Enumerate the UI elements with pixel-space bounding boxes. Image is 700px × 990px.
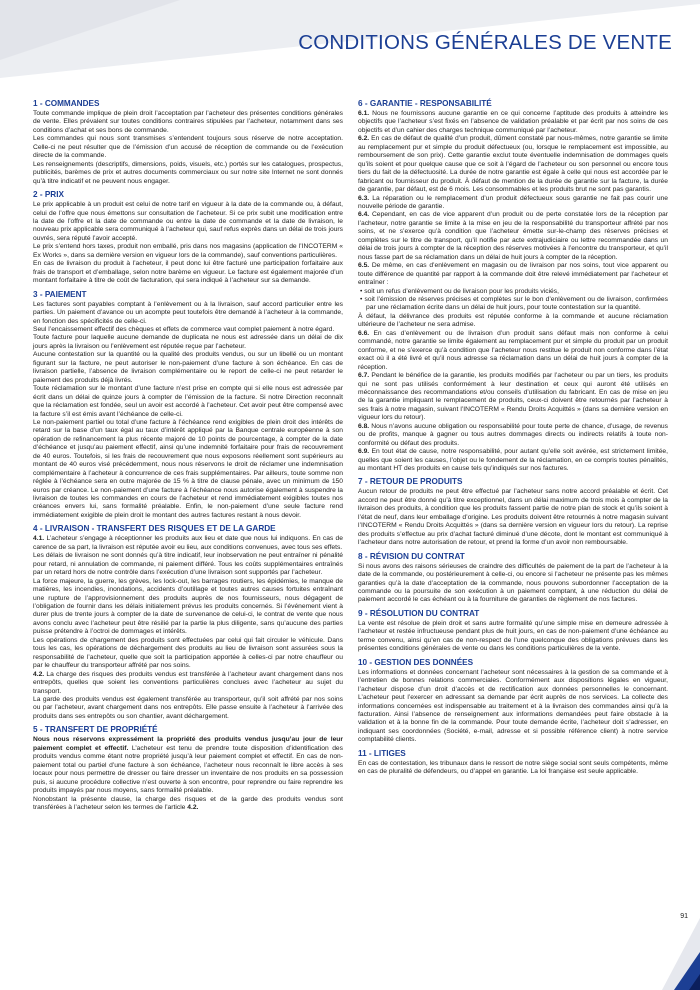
clause-number: 6.8. xyxy=(358,422,370,430)
bullet-item: • soit un refus d’enlèvement ou de livraison pour les produits viciés, xyxy=(360,287,559,295)
bullet-item: • soit l’émission de réserves précises et complètes sur le bon d’enlèvement ou de livraison, confirmées par une réclamation écrite dans un délai de huit jours, pour toute contestation sur la quantité. xyxy=(360,295,668,312)
paragraph: Le non-paiement partiel ou total d’une facture à l’échéance rend exigibles de plein droit des intérêts de retard sur la base d’un taux égal au taux d’intérêt appliqué par la Banque centrale européenne à son opération de refinancement la plus récente majoré de 10 points de pourcentage, à compter de la date d’échéance et jusqu’au paiement effectif, ainsi qu’une indemnité forfaitaire pour frais de recouvrement de 40 euros. Toutefois, si les frais de recouvrement que nous exposons réellement sont supérieurs au montant de 40 euros visé précédemment, nous nous réservons le droit de réclamer une indemnisation complémentaire à l’acheteur à concurrence de ces frais supplémentaires. Par ailleurs, toute somme non réglée à l’échéance sera en outre majorée de 15 % à titre de clause pénale, avec un minimum de 150 euros par créance. Le non-paiement d’une facture à l’échéance nous autorise également à suspendre la livraison de toutes les commandes en cours de l’acheteur et rend immédiatement exigibles toutes nos créances envers lui, sans formalité préalable. Enfin, le non-paiement d’une seule facture rend immédiatement exigible de plein droit le montant des autres factures restant à nous devoir. xyxy=(33,418,343,519)
paragraph: Aucune contestation sur la quantité ou la qualité des produits vendus, ou sur un libellé ou un montant figurant sur la facture, ne peut autoriser le non-paiement d’une facture à son échéance. En cas de livraison partielle, l’absence de livraison complémentaire ou le report de celle-ci ne peut retarder le paiement des produits déjà livrés. xyxy=(33,351,343,384)
section-heading-transfert-propriete: 5 - TRANSFERT DE PROPRIÉTÉ xyxy=(33,725,158,735)
left-column xyxy=(33,95,343,812)
paragraph xyxy=(33,535,343,552)
section-heading-livraison: 4 - LIVRAISON - TRANSFERT DES RISQUES ET DE LA GARDE xyxy=(33,524,276,534)
clause-number: 6.4. xyxy=(358,211,370,219)
paragraph: Les informations et données concernant l’acheteur sont nécessaires à la gestion de sa commande et à l’entretien de bonnes relations commerciales. Conformément aux dispositions légales en vigueur, l’acheteur dispose d’un droit d’accès et de rectification aux données personnelles le concernant. L’acheteur peut l’exercer en adressant sa demande par écrit auprès de nos services. La collecte des informations concernées est indispensable au traitement et à la livraison des commandes ainsi qu’à la facturation. Ainsi l’absence de renseignement aux informations demandées peut faire obstacle à la validation et à la bonne fin de la commande. Pour toute demande écrite, l’acheteur doit s’adresser, en indiquant ses coordonnées (Société, e-mail, adresse et si possible référence client) à notre service comptabilité clients. xyxy=(358,668,668,744)
paragraph: Le prix s’entend hors taxes, produit non emballé, pris dans nos magasins (application de l’INCOTERM « Ex Works », dans sa dernière version en vigueur lors de la commande), sauf conventions particulières. xyxy=(33,243,343,259)
clause-text: Nonobstant la présente clause, la charge des risques et de la garde des produits vendus sont transférées à l’acheteur selon les termes de l’article xyxy=(33,795,343,811)
clause-text: Pendant le bénéfice de la garantie, les produits modifiés par l’acheteur ou par un tiers, les produits qui ne sont pas utilisés conformément à leur destination et ceux qui auront été utilisés en méconnaissance des recommandations et/ou conseils d’utilisation du fabricant. En cas de mise en jeu de la garantie impliquant le remplacement de produits, ceux-ci doivent être retournés par l’acheteur à ses frais à notre magasin, suivant l’INCOTERM « Rendu Droits Acquittés » (dans sa dernière version en vigueur lors du retour). xyxy=(358,372,668,422)
paragraph: Le prix applicable à un produit est celui de notre tarif en vigueur à la date de la commande ou, à défaut, celui de l’offre que nous émettons sur consultation de l’acheteur. Si ce prix subit une modification entre la date de l’offre et la date de commande ou entre la date de commande et la date de livraison, le nouveau prix applicable sera communiqué à l’acheteur qui, sauf refus exprès dans un délai de trois jours ouvrés, sera réputé l’avoir accepté. xyxy=(33,201,343,242)
paragraph: Si nous avons des raisons sérieuses de craindre des difficultés de paiement de la part de l’acheteur à la date de la commande, ou postérieurement à celle-ci, ou encore si l’acheteur ne présente pas les mêmes garanties qu’à la date d’acceptation de la commande, nous pouvons subordonner l’acceptation de la commande ou la poursuite de son exécution à un paiement comptant, à une réduction du délai de paiement accordé le cas échéant ou à la fourniture de garanties de règlement de nos factures. xyxy=(358,562,668,604)
paragraph xyxy=(358,211,668,262)
page-number: 91 xyxy=(680,913,688,920)
paragraph: Toute réclamation sur le montant d’une facture n’est prise en compte qui si elle nous est adressée par écrit dans un délai de quinze jours à compter de l’émission de la facture. Si notre Direction reconnaît que la réclamation est fondée, seul un avoir est accordé à l’acheteur. Cet avoir peut être compensé avec la facture s’il est émis avant l’échéance de celle-ci. xyxy=(33,385,343,418)
paragraph: Les factures sont payables comptant à l’enlèvement ou à la livraison, sauf accord particulier entre les parties. Un paiement d’avance ou un acompte peut toutefois être demandé à l’acheteur à la commande, en fonction des spécificités de celle-ci. xyxy=(33,300,343,325)
page-title: CONDITIONS GÉNÉRALES DE VENTE xyxy=(298,31,672,54)
clause-text: Nous n’avons aucune obligation ou responsabilité pour toute perte de chance, d’usage, de revenus ou de profits, manque à gagner ou tous autres dommages directs ou indirects relatifs à toute non-conformité ou défaut des produits. xyxy=(358,422,668,447)
clause-text: Cependant, en cas de vice apparent d’un produit ou de perte constatée lors de la réception par l’acheteur, notre garantie se limite à la mise en jeu de la responsabilité du transporteur affrété par nos soins, et ne s’exerce qu’à condition que l’acheteur émette sur-le-champ des réserves précises et complètes sur le titre de transport, qu’il notifie par acte extrajudiciaire ou lettre recommandée dans un délai de trois jours à compter de la réception des réserves motivées à l’encontre du transporteur, et qu’il nous fasse part de sa réclamation dans un délai de huit jours à compter de la réception. xyxy=(358,211,668,261)
paragraph xyxy=(33,796,343,813)
paragraph: La force majeure, la guerre, les grèves, les lock-out, les barrages routiers, les épidémies, le manque de matières, les incendies, inondations, accidents d’outillage et toutes autres causes fortuites entraînant une rupture de l’approvisionnement des produits auprès de nos fournisseurs, nous dégagent de l’obligation de fournir dans les délais initialement prévus les produits concernés. Si l’événement vient à durer plus de trente jours à compter de la date de survenance de celui-ci, le contrat de vente que nous avons conclu avec l’acheteur peut être résilié par la partie la plus diligente, sans qu’aucune des parties puisse prétendre à l’octroi de dommages et intérêts. xyxy=(33,577,343,636)
paragraph xyxy=(358,330,668,372)
paragraph: Toute facture pour laquelle aucune demande de duplicata ne nous est adressée dans un délai de dix jours après la livraison ou l’enlèvement est réputée reçue par l’acheteur. xyxy=(33,334,343,350)
clause-text: En tout état de cause, notre responsabilité, pour autant qu’elle soit avérée, est strictement limitée, quelles que soient les causes, l’objet ou le fondement de la réclamation, en ce compris toutes pénalités, au montant HT des produits en cause tels qu’indiqués sur nos factures. xyxy=(358,448,668,473)
paragraph: À défaut, la délivrance des produits est réputée conforme à la commande et aucune réclamation ultérieure de l’acheteur ne sera admise. xyxy=(358,312,668,329)
paragraph xyxy=(358,372,668,423)
clause-number: 6.2. xyxy=(358,135,370,143)
clause-number: 6.3. xyxy=(358,194,370,202)
clause-text: La charge des risques des produits vendus est transférée à l’acheteur avant chargement dans nos entrepôts, quelles que soient les conventions particulières conclues avec l’acheteur au sujet du transport. xyxy=(33,670,343,695)
paragraph: La vente est résolue de plein droit et sans autre formalité qu’une simple mise en demeure adressée à l’acheteur et restée infructueuse pendant plus de huit jours, en cas de non-paiement d’une échéance au terme convenu, ainsi qu’en cas de non-respect de l’une quelconque des obligations prévues dans les présentes conditions générales de vente ou dans les conditions particulières de la vente. xyxy=(358,619,668,653)
paragraph xyxy=(358,423,668,448)
section-heading-litiges: 11 - LITIGES xyxy=(358,748,406,758)
section-heading-paiement: 3 - PAIEMENT xyxy=(33,289,87,299)
paragraph xyxy=(358,195,668,212)
paragraph: Toute commande implique de plein droit l’acceptation par l’acheteur des présentes conditions générales de vente. Elles prévalent sur toutes conditions contraires stipulées par l’acheteur, notamment dans ses conditions d’achat et ses bons de commande. xyxy=(33,110,343,134)
paragraph: Les opérations de chargement des produits sont effectuées par celui qui fait circuler le véhicule. Dans tous les cas, les opérations de déchargement des produits au lieu de livraison sont assurées sous la responsabilité de l’acheteur, quelle que soit la participation apportée à celles-ci par notre chauffeur ou par le chauffeur du transporteur affrété par nos soins. xyxy=(33,636,343,670)
paragraph xyxy=(358,262,668,287)
paragraph: La garde des produits vendus est également transférée au transporteur, qu’il soit affrété par nos soins ou par l’acheteur, avant chargement dans nos entrepôts. Elle passe ensuite à l’acheteur à l’arrivée des produits dans ses entrepôts ou son chantier, avant déchargement. xyxy=(33,696,343,720)
section-heading-commandes: 1 - COMMANDES xyxy=(33,99,100,108)
paragraph: Les commandes qui nous sont transmises s’entendent toujours sous réserve de notre acceptation. Celle-ci ne peut résulter que de l’émission d’un accusé de réception de commande ou de l’exécution directe de la commande. xyxy=(33,135,343,160)
section-heading-gestion-donnees: 10 - GESTION DES DONNÉES xyxy=(358,657,474,667)
clause-text: L’acheteur est tenu de prendre toute disposition d’identification des produits vendus comme étant notre propriété jusqu’à leur paiement complet et effectif. En cas de non-paiement total ou partiel d’une facture à son échéance, l’acheteur nous reconnaît le libre accès à ses locaux pour nous permettre de dresser ou faire dresser un inventaire de nos produits en sa possession puis, si aucune procédure collective n’est ouverte à son encontre, pour reprendre ou faire reprendre les produits impayés par nous moyens, sans formalité préalable. xyxy=(33,744,343,795)
paragraph xyxy=(33,671,343,696)
paragraph xyxy=(358,448,668,473)
clause-number: 6.5. xyxy=(358,262,370,270)
clause-text: De même, en cas d’enlèvement en magasin ou de livraison par nos soins, tout vice apparent ou toute différence de quantité par rapport à la commande doit être relevé immédiatement par l’acheteur et entraîner : xyxy=(358,262,668,287)
paragraph xyxy=(358,110,668,135)
clause-text: L’acheteur s’engage à réceptionner les produits aux lieu et date que nous lui indiquons. En cas de carence de sa part, la livraison est réputée avoir eu lieu, aux conditions convenues, avec tous ses effets. xyxy=(33,535,343,551)
corner-decoration xyxy=(640,900,700,990)
bold-clause: Nous nous réservons expressément la propriété des produits vendus jusqu’au jour de leur paiement complet et effectif. xyxy=(33,736,343,752)
paragraph xyxy=(358,135,668,194)
clause-number: 6.9. xyxy=(358,448,370,456)
paragraph: Les renseignements (descriptifs, dimensions, poids, visuels, etc.) portés sur les catalogues, prospectus, publicités, barèmes de prix et autres documents commerciaux ou sur notre site Internet ne sont donnés qu’à titre indicatif et ne peuvent nous engager. xyxy=(33,160,343,185)
paragraph: En cas de contestation, les tribunaux dans le ressort de notre siège social sont seuls compétents, même en cas de pluralité de défendeurs, ou d’appel en garantie. La loi française est seule applicable. xyxy=(358,759,668,776)
paragraph: Aucun retour de produits ne peut être effectué par l’acheteur sans notre accord préalable et écrit. Cet accord ne peut être donné qu’à titre exceptionnel, dans un délai maximum de trois mois à compter de la livraison des produits, à condition que les produits fassent partie de notre plan de stock et qu’ils soient à l’état de neuf, dans leur emballage d’origine. Les produits doivent être retournés à notre magasin suivant l’INCOTERM « Rendu Droits Acquittés » (dans sa dernière version en vigueur lors du retour). La reprise des produits s’effectue au prix d’achat facturé diminué d’une décote, dont le montant est communiqué à l’acheteur dans notre autorisation de retour, et prend la forme d’un avoir non remboursable. xyxy=(358,488,668,547)
clause-text: En cas de défaut de qualité d’un produit, dûment constaté par nous-mêmes, notre garantie se limite au remplacement pur et simple du produit défectueux (ou, lorsque le remplacement est impossible, au remboursement de son prix). Cette garantie exclut toute éventuelle indemnisation de dommages quels qu’ils soient et pour quelque cause que ce soit à l’égard de l’acheteur ou son personnel ou encore tous tiers du fait de la défectuosité. La durée de notre garantie est égale à celle qui nous est accordée par le fabricant ou fournisseur du produit. À défaut de mention de la durée de garantie sur la facture, la durée de garantie, par défaut, est de 6 mois. Les consommables et les produits brut ne sont pas garantis. xyxy=(358,135,668,194)
section-heading-resolution-contrat: 9 - RÉSOLUTION DU CONTRAT xyxy=(358,608,480,618)
paragraph xyxy=(33,736,343,795)
paragraph: Seul l’encaissement effectif des chèques et effets de commerce vaut complet paiement à notre égard. xyxy=(33,325,335,333)
section-heading-prix: 2 - PRIX xyxy=(33,190,64,200)
paragraph: Les délais de livraison ne sont donnés qu’à titre indicatif, leur inobservation ne peut entraîner ni pénalité pour retard, ni annulation de commande, ni paiement différé. Tous les coûts supplémentaires entraînés par un retard hors de notre contrôle dans l’exécution d’une livraison sont supportés par l’acheteur. xyxy=(33,552,343,577)
clause-number: 6.7. xyxy=(358,372,370,380)
section-heading-garantie: 6 - GARANTIE - RESPONSABILITÉ xyxy=(358,99,492,108)
clause-text: Nous ne fournissons aucune garantie en ce qui concerne l’aptitude des produits à atteindre les objectifs que l’acheteur s’est fixés en l’absence de validation préalable et par écrit par nos soins de ces objectifs et d’un cahier des charges technique communiqué par l’acheteur. xyxy=(358,110,668,134)
clause-text: La réparation ou le remplacement d’un produit défectueux sous garantie ne fait pas courir une nouvelle période de garantie. xyxy=(358,194,668,210)
right-column xyxy=(358,95,668,777)
clause-number: 4.1. xyxy=(33,535,45,543)
clause-number: 4.2. xyxy=(33,670,45,678)
clause-number: 6.6. xyxy=(358,329,370,337)
clause-reference: 4.2. xyxy=(187,803,199,811)
clause-text: En cas d’enlèvement ou de livraison d’un produit sans défaut mais non conforme à celui commandé, notre garantie se limite également au remplacement pur et simple du produit par un produit conforme, et ne s’exerce qu’à condition que l’acheteur nous restitue le produit non conforme dans l’état exact où il a été livré et qu’il nous adresse sa réclamation dans un délai de huit jours à compter de la réception. xyxy=(358,329,668,371)
paragraph: En cas de livraison du produit à l’acheteur, il peut donc lui être facturé une participation forfaitaire aux frais de transport et d’emballage, selon notre barème en vigueur. Le facture est également majorée d’un montant forfaitaire à titre de coût de facturation, qui sera indiqué à l’acheteur sur sa demande. xyxy=(33,260,343,285)
section-heading-revision-contrat: 8 - RÉVISION DU CONTRAT xyxy=(358,551,465,561)
section-heading-retour-produits: 7 - RETOUR DE PRODUITS xyxy=(358,477,463,487)
clause-number: 6.1. xyxy=(358,110,370,117)
